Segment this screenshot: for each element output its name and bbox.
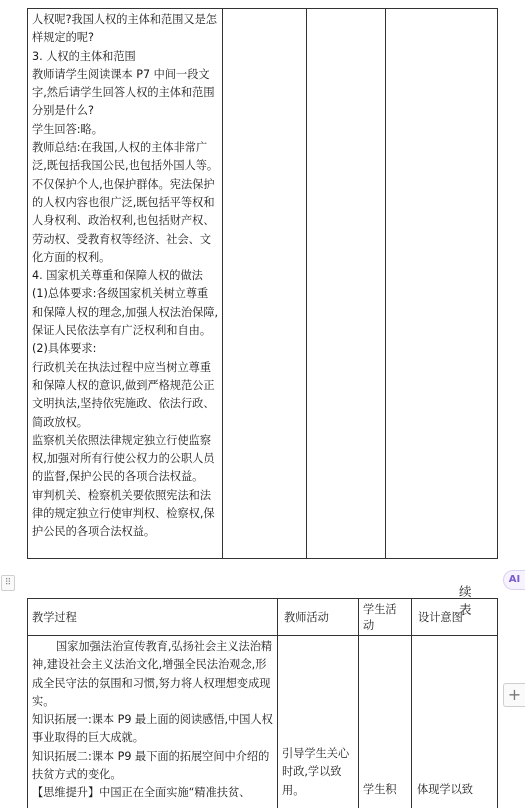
paragraph: 学生回答:略。 — [32, 122, 103, 136]
paragraph: 4. 国家机关尊重和保障人权的做法 — [32, 269, 203, 283]
drag-handle-icon[interactable]: ⠿ — [1, 575, 15, 591]
header-intent: 设计意图 — [418, 611, 463, 624]
column-divider — [306, 9, 307, 558]
paragraph: 3. 人权的主体和范围 — [32, 49, 136, 63]
paragraph: 监察机关依照法律规定独立行使监察权,加强对所有行使公权力的公职人员的监督,保护公民的各项合法权益。 — [32, 433, 215, 484]
paragraph: 人权呢?我国人权的主体和范围又是怎样规定的呢? — [32, 13, 217, 45]
bottom-table — [27, 598, 498, 808]
header-student: 学生活动 — [363, 603, 397, 632]
paragraph: (2)具体要求: — [32, 342, 97, 356]
continued-label: 续 表 — [459, 584, 486, 617]
paragraph: (1)总体要求:各级国家机关树立尊重和保障人权的理念,加强人权法治保障,保证人民依法享有广泛权利和自由。 — [32, 287, 219, 338]
process-cell — [32, 11, 219, 542]
design-intent-cell: 体现学以致 — [417, 783, 473, 796]
paragraph: 知识拓展二:课本 P9 最下面的拓展空间中介绍的扶贫方式的变化。 — [32, 749, 270, 782]
ai-assistant-button[interactable]: AI — [503, 570, 525, 590]
paragraph: 教师总结:在我国,人权的主体非常广泛,既包括我国公民,也包括外国人等。不仅保护个人,也保护群体。宪法保护的人权内容也很广泛,既包括平等权和人身权利、政治权利,也包括财产权、劳动权、受教育权等经济、社会、文化方面的权利。 — [32, 141, 219, 264]
paragraph: 知识拓展一:课本 P9 最上面的阅读感悟,中国人权事业取得的巨大成就。 — [32, 713, 273, 745]
column-divider — [277, 599, 278, 808]
student-activity-cell: 学生积 — [363, 783, 397, 796]
top-table — [27, 8, 498, 559]
paragraph: 国家加强法治宣传教育,弘扬社会主义法治精神,建设社会主义法治文化,增强全民法治观念,形成全民守法的氛围和习惯,努力将人权理想变成现实。 — [32, 640, 273, 708]
column-divider — [385, 9, 386, 558]
paragraph: 审判机关、检察机关要依照宪法和法律的规定独立行使审判权、检察权,保护公民的各项合法权益。 — [32, 488, 215, 539]
paragraph: 行政机关在执法过程中应当树立尊重和保障人权的意识,做到严格规范公正文明执法,坚持依宪施政、依法行政、简政放权。 — [32, 360, 215, 429]
header-teacher: 教师活动 — [284, 611, 329, 624]
header-process: 教学过程 — [32, 611, 77, 624]
header-divider — [28, 635, 497, 636]
column-divider — [411, 599, 412, 808]
add-button[interactable]: + — [503, 683, 525, 707]
column-divider — [222, 9, 223, 558]
column-divider — [358, 599, 359, 808]
teacher-activity-cell: 引导学生关心时政,学以致用。 — [282, 747, 350, 797]
paragraph: 教师请学生阅读课本 P7 中间一段文字,然后请学生回答人权的主体和范围分别是什么? — [32, 67, 215, 118]
process-cell — [32, 638, 274, 803]
paragraph: 【思维提升】中国正在全面实施“精准扶贫、 — [32, 786, 251, 800]
